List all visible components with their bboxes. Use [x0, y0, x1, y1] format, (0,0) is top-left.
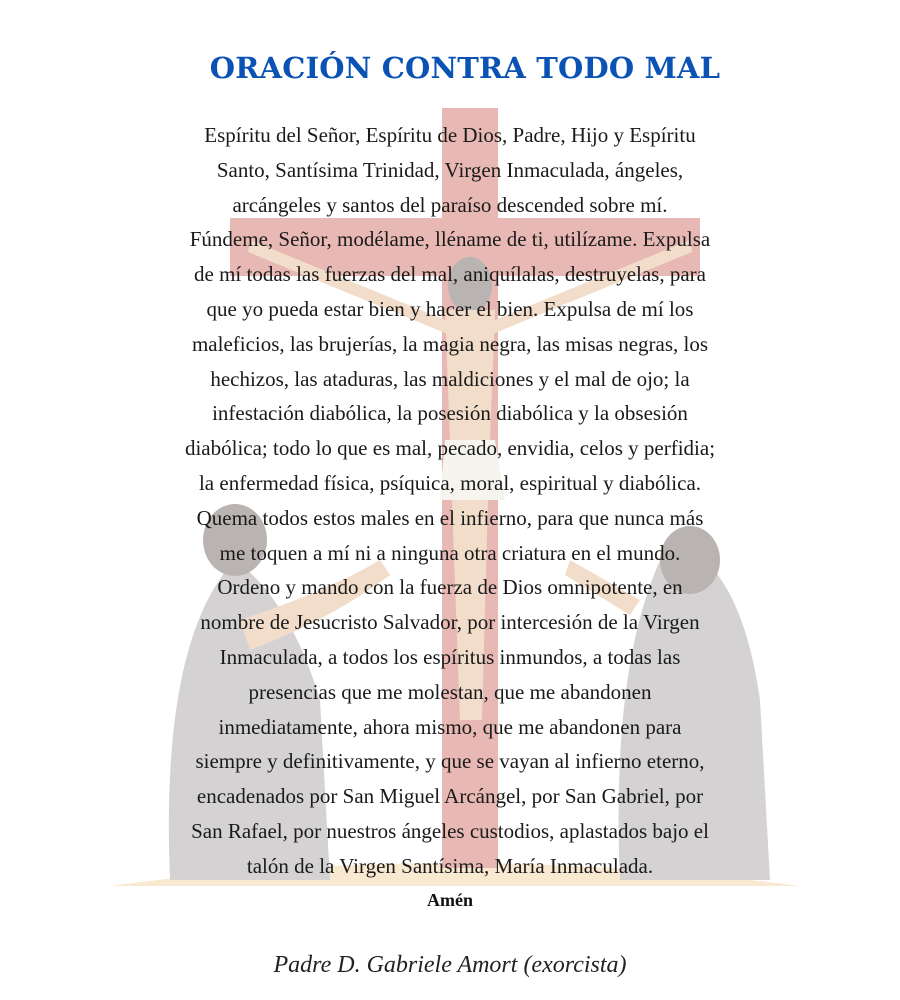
- prayer-line: infestación diabólica, la posesión diabólica y la obsesión: [212, 401, 688, 426]
- prayer-text: [140, 118, 760, 884]
- prayer-line: encadenados por San Miguel Arcángel, por San Gabriel, por: [196, 784, 704, 809]
- prayer-line: de mí todas las fuerzas del mal, aniquílalas, destruyelas, para: [194, 262, 706, 287]
- prayer-line: que yo pueda estar bien y hacer el bien. Expulsa de mí los: [206, 296, 694, 321]
- prayer-line: siempre y definitivamente, y que se vayan al infierno eterno,: [195, 749, 705, 774]
- prayer-line: diabólica; todo lo que es mal, pecado, envidia, celos y perfidia;: [184, 436, 716, 461]
- page-title: ORACIÓN CONTRA TODO MAL: [209, 51, 721, 85]
- prayer-line: Santo, Santísima Trinidad, Virgen Inmaculada, ángeles,: [216, 157, 684, 182]
- prayer-line: Fúndeme, Señor, modélame, lléname de ti, utilízame. Expulsa: [189, 227, 711, 252]
- prayer-line: presencias que me molestan, que me abandonen: [248, 679, 652, 704]
- prayer-line: hechizos, las ataduras, las maldiciones y el mal de ojo; la: [210, 366, 690, 391]
- author-attribution: Padre D. Gabriele Amort (exorcista): [273, 952, 627, 978]
- prayer-line: Espíritu del Señor, Espíritu de Dios, Padre, Hijo y Espíritu: [204, 123, 696, 147]
- prayer-line: la enfermedad física, psíquica, moral, espiritual y diabólica.: [198, 470, 702, 495]
- prayer-line: Ordeno y mando con la fuerza de Dios omnipotente, en: [217, 575, 683, 600]
- prayer-line: talón de la Virgen Santísima, María Inmaculada.: [246, 853, 654, 878]
- prayer-line: nombre de Jesucristo Salvador, por intercesión de la Virgen: [200, 610, 700, 635]
- prayer-line: maleficios, las brujerías, la magia negra, las misas negras, los: [191, 331, 709, 356]
- prayer-line: inmediatamente, ahora mismo, que me abandonen para: [218, 714, 682, 739]
- closing-amen: Amén: [427, 890, 473, 910]
- prayer-line: Inmaculada, a todos los espíritus inmundos, a todas las: [219, 644, 681, 669]
- prayer-line: me toquen a mí ni a ninguna otra criatura en el mundo.: [219, 540, 681, 565]
- prayer-line: San Rafael, por nuestros ángeles custodios, aplastados bajo el: [191, 818, 709, 843]
- prayer-line: Quema todos estos males en el infierno, para que nunca más: [196, 505, 704, 530]
- prayer-line: arcángeles y santos del paraíso descended sobre mí.: [232, 192, 668, 217]
